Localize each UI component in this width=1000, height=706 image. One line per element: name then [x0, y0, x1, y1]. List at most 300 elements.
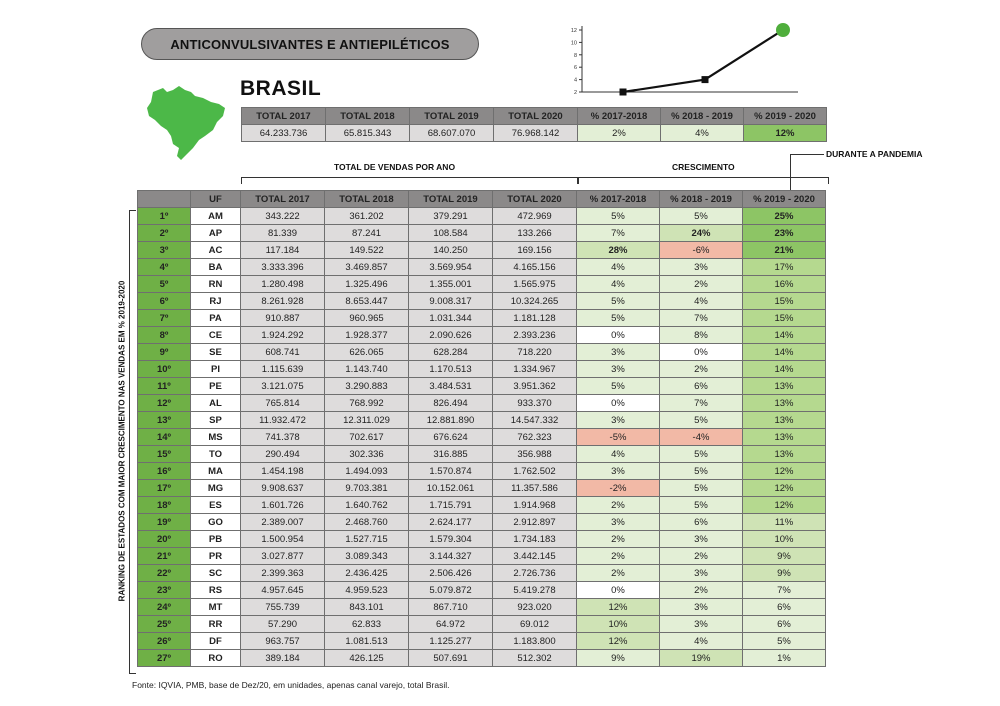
total-cell: 1.579.304 [409, 531, 493, 548]
total-cell: 9.908.637 [241, 480, 325, 497]
total-cell: 3.290.883 [325, 378, 409, 395]
total-cell: 4.957.645 [241, 582, 325, 599]
rank-cell: 13º [138, 412, 191, 429]
growth-cell: 3% [660, 259, 743, 276]
chart-y-tick-label: 10 [570, 40, 577, 47]
growth-cell: 4% [577, 446, 660, 463]
growth-cell: 14% [743, 327, 826, 344]
growth-cell: 2% [660, 548, 743, 565]
rank-cell: 12º [138, 395, 191, 412]
uf-cell: RN [191, 276, 241, 293]
table-row [138, 514, 826, 531]
table-row [138, 463, 826, 480]
total-cell: 1.601.726 [241, 497, 325, 514]
rank-cell: 2º [138, 225, 191, 242]
growth-cell: 12% [577, 599, 660, 616]
total-cell: 302.336 [325, 446, 409, 463]
growth-cell: -2% [577, 480, 660, 497]
total-cell: 512.302 [493, 650, 577, 667]
growth-cell: 3% [660, 565, 743, 582]
uf-cell: RO [191, 650, 241, 667]
total-cell: 768.992 [325, 395, 409, 412]
table-row [138, 446, 826, 463]
total-cell: 1.181.128 [493, 310, 577, 327]
rank-cell: 14º [138, 429, 191, 446]
pandemic-connector [790, 154, 824, 155]
table-row [138, 378, 826, 395]
table-row [138, 310, 826, 327]
table-row [138, 208, 826, 225]
total-cell: 8.261.928 [241, 293, 325, 310]
table-row [138, 361, 826, 378]
ranking-header-cell: % 2017-2018 [577, 191, 660, 208]
growth-cell: 1% [743, 650, 826, 667]
rank-cell: 25º [138, 616, 191, 633]
summary-header-cell: % 2017-2018 [578, 108, 661, 125]
total-cell: 1.565.975 [493, 276, 577, 293]
brazil-map-icon [145, 82, 229, 162]
growth-cell: 13% [743, 395, 826, 412]
summary-header-cell: % 2018 - 2019 [661, 108, 744, 125]
rank-cell: 8º [138, 327, 191, 344]
growth-cell: 24% [660, 225, 743, 242]
rank-cell: 15º [138, 446, 191, 463]
total-cell: 1.527.715 [325, 531, 409, 548]
summary-value-cell: 64.233.736 [242, 125, 326, 142]
ranking-header-row [138, 191, 826, 208]
total-cell: 702.617 [325, 429, 409, 446]
growth-cell: 4% [660, 293, 743, 310]
rank-cell: 9º [138, 344, 191, 361]
growth-cell: 5% [660, 446, 743, 463]
growth-cell: 9% [577, 650, 660, 667]
growth-cell: 0% [577, 582, 660, 599]
uf-cell: ES [191, 497, 241, 514]
growth-group-bracket [578, 177, 829, 184]
ranking-header-cell: TOTAL 2019 [409, 191, 493, 208]
total-cell: 1.500.954 [241, 531, 325, 548]
growth-cell: 21% [743, 242, 826, 259]
total-cell: 1.924.292 [241, 327, 325, 344]
total-cell: 3.144.327 [409, 548, 493, 565]
total-cell: 2.726.736 [493, 565, 577, 582]
ranking-header-cell: TOTAL 2017 [241, 191, 325, 208]
total-cell: 1.183.800 [493, 633, 577, 650]
rank-cell: 19º [138, 514, 191, 531]
uf-cell: PB [191, 531, 241, 548]
growth-cell: 2% [660, 582, 743, 599]
sales-group-label: TOTAL DE VENDAS POR ANO [334, 162, 456, 172]
growth-cell: 3% [577, 463, 660, 480]
growth-cell: 9% [743, 548, 826, 565]
growth-cell: 10% [577, 616, 660, 633]
growth-cell: 16% [743, 276, 826, 293]
total-cell: 1.914.968 [493, 497, 577, 514]
rank-cell: 22º [138, 565, 191, 582]
rank-cell: 20º [138, 531, 191, 548]
growth-cell: 2% [577, 531, 660, 548]
growth-cell: 2% [577, 565, 660, 582]
rank-cell: 6º [138, 293, 191, 310]
ranking-table [137, 190, 826, 667]
growth-cell: 7% [660, 395, 743, 412]
total-cell: 2.436.425 [325, 565, 409, 582]
total-cell: 1.143.740 [325, 361, 409, 378]
total-cell: 3.089.343 [325, 548, 409, 565]
summary-table [241, 107, 827, 142]
total-cell: 3.469.857 [325, 259, 409, 276]
table-row [138, 633, 826, 650]
growth-line-chart [562, 20, 802, 102]
table-row [138, 616, 826, 633]
page-title: ANTICONVULSIVANTES E ANTIEPILÉTICOS [141, 28, 479, 60]
uf-cell: SC [191, 565, 241, 582]
total-cell: 62.833 [325, 616, 409, 633]
total-cell: 9.703.381 [325, 480, 409, 497]
growth-cell: 17% [743, 259, 826, 276]
growth-cell: 3% [577, 514, 660, 531]
total-cell: 3.027.877 [241, 548, 325, 565]
growth-cell: 6% [660, 514, 743, 531]
total-cell: 1.081.513 [325, 633, 409, 650]
chart-y-tick-label: 2 [573, 90, 577, 96]
table-row [138, 565, 826, 582]
total-cell: 608.741 [241, 344, 325, 361]
total-cell: 3.442.145 [493, 548, 577, 565]
pandemic-connector-vertical [790, 154, 791, 190]
total-cell: 1.280.498 [241, 276, 325, 293]
table-row [138, 480, 826, 497]
total-cell: 2.624.177 [409, 514, 493, 531]
total-cell: 87.241 [325, 225, 409, 242]
total-cell: 5.079.872 [409, 582, 493, 599]
growth-cell: 3% [660, 599, 743, 616]
total-cell: 626.065 [325, 344, 409, 361]
ranking-side-label: RANKING DE ESTADOS COM MAIOR CRESCIMENTO NAS VENDAS EM % 2019-2020 [117, 280, 127, 602]
total-cell: 1.031.344 [409, 310, 493, 327]
total-cell: 741.378 [241, 429, 325, 446]
summary-value-cell: 2% [578, 125, 661, 142]
total-cell: 3.569.954 [409, 259, 493, 276]
growth-cell: 5% [660, 412, 743, 429]
growth-cell: 4% [577, 259, 660, 276]
table-row [138, 395, 826, 412]
total-cell: 426.125 [325, 650, 409, 667]
total-cell: 3.121.075 [241, 378, 325, 395]
chart-point [702, 76, 709, 83]
total-cell: 867.710 [409, 599, 493, 616]
table-row [138, 242, 826, 259]
total-cell: 108.584 [409, 225, 493, 242]
rank-cell: 16º [138, 463, 191, 480]
uf-cell: RR [191, 616, 241, 633]
uf-cell: GO [191, 514, 241, 531]
growth-cell: 5% [743, 633, 826, 650]
growth-cell: 5% [577, 378, 660, 395]
growth-cell: 5% [660, 497, 743, 514]
rank-cell: 10º [138, 361, 191, 378]
total-cell: 2.399.363 [241, 565, 325, 582]
total-cell: 1.928.377 [325, 327, 409, 344]
summary-header-cell: TOTAL 2018 [326, 108, 410, 125]
uf-cell: MT [191, 599, 241, 616]
total-cell: 1.715.791 [409, 497, 493, 514]
ranking-header-cell: TOTAL 2020 [493, 191, 577, 208]
total-cell: 11.357.586 [493, 480, 577, 497]
total-cell: 10.324.265 [493, 293, 577, 310]
total-cell: 1.125.277 [409, 633, 493, 650]
total-cell: 933.370 [493, 395, 577, 412]
ranking-brace [129, 210, 136, 674]
total-cell: 676.624 [409, 429, 493, 446]
table-row [138, 327, 826, 344]
table-row [138, 344, 826, 361]
chart-y-tick-label: 8 [573, 52, 577, 59]
rank-cell: 7º [138, 310, 191, 327]
ranking-header-cell: % 2018 - 2019 [660, 191, 743, 208]
uf-cell: RS [191, 582, 241, 599]
table-row [138, 599, 826, 616]
uf-cell: PE [191, 378, 241, 395]
growth-cell: 2% [660, 276, 743, 293]
sales-group-bracket [241, 177, 578, 184]
total-cell: 507.691 [409, 650, 493, 667]
growth-cell: 3% [660, 531, 743, 548]
rank-cell: 24º [138, 599, 191, 616]
summary-header-row [242, 108, 827, 125]
chart-y-tick-label: 4 [573, 77, 577, 84]
rank-cell: 1º [138, 208, 191, 225]
summary-value-cell: 4% [661, 125, 744, 142]
total-cell: 361.202 [325, 208, 409, 225]
growth-cell: 3% [577, 361, 660, 378]
ranking-header-cell: TOTAL 2018 [325, 191, 409, 208]
total-cell: 290.494 [241, 446, 325, 463]
summary-header-cell: TOTAL 2020 [494, 108, 578, 125]
total-cell: 1.115.639 [241, 361, 325, 378]
total-cell: 11.932.472 [241, 412, 325, 429]
uf-cell: RJ [191, 293, 241, 310]
table-row [138, 531, 826, 548]
total-cell: 1.762.502 [493, 463, 577, 480]
summary-value-cell: 76.968.142 [494, 125, 578, 142]
total-cell: 1.454.198 [241, 463, 325, 480]
growth-cell: 5% [577, 208, 660, 225]
total-cell: 1.734.183 [493, 531, 577, 548]
uf-cell: AC [191, 242, 241, 259]
total-cell: 2.912.897 [493, 514, 577, 531]
ranking-header-cell [138, 191, 191, 208]
growth-cell: 11% [743, 514, 826, 531]
uf-cell: BA [191, 259, 241, 276]
growth-cell: 3% [577, 344, 660, 361]
growth-cell: 0% [577, 327, 660, 344]
country-name: BRASIL [240, 77, 322, 100]
growth-cell: 13% [743, 412, 826, 429]
growth-cell: 8% [660, 327, 743, 344]
total-cell: 57.290 [241, 616, 325, 633]
total-cell: 8.653.447 [325, 293, 409, 310]
growth-cell: 2% [577, 497, 660, 514]
uf-cell: DF [191, 633, 241, 650]
total-cell: 133.266 [493, 225, 577, 242]
total-cell: 910.887 [241, 310, 325, 327]
summary-value-cell: 65.815.343 [326, 125, 410, 142]
rank-cell: 27º [138, 650, 191, 667]
summary-header-cell: TOTAL 2017 [242, 108, 326, 125]
rank-cell: 18º [138, 497, 191, 514]
uf-cell: PR [191, 548, 241, 565]
growth-cell: 14% [743, 361, 826, 378]
uf-cell: AP [191, 225, 241, 242]
growth-cell: 9% [743, 565, 826, 582]
growth-cell: 3% [660, 616, 743, 633]
total-cell: 826.494 [409, 395, 493, 412]
ranking-header-cell: UF [191, 191, 241, 208]
rank-cell: 26º [138, 633, 191, 650]
growth-cell: 3% [577, 412, 660, 429]
growth-group-label: CRESCIMENTO [672, 162, 735, 172]
growth-cell: 15% [743, 293, 826, 310]
uf-cell: SP [191, 412, 241, 429]
growth-cell: 5% [660, 480, 743, 497]
growth-cell: 0% [577, 395, 660, 412]
uf-cell: TO [191, 446, 241, 463]
total-cell: 3.484.531 [409, 378, 493, 395]
growth-cell: -6% [660, 242, 743, 259]
total-cell: 356.988 [493, 446, 577, 463]
growth-cell: 4% [660, 633, 743, 650]
total-cell: 117.184 [241, 242, 325, 259]
growth-cell: 5% [577, 310, 660, 327]
pandemic-label: DURANTE A PANDEMIA [826, 149, 923, 159]
total-cell: 4.165.156 [493, 259, 577, 276]
total-cell: 2.506.426 [409, 565, 493, 582]
total-cell: 316.885 [409, 446, 493, 463]
chart-y-tick-label: 6 [573, 65, 577, 72]
total-cell: 2.090.626 [409, 327, 493, 344]
total-cell: 1.325.496 [325, 276, 409, 293]
table-row [138, 650, 826, 667]
growth-cell: 2% [577, 548, 660, 565]
table-row [138, 497, 826, 514]
table-row [138, 412, 826, 429]
total-cell: 923.020 [493, 599, 577, 616]
growth-cell: 6% [743, 599, 826, 616]
growth-cell: 5% [660, 208, 743, 225]
growth-cell: 4% [577, 276, 660, 293]
growth-cell: 12% [743, 463, 826, 480]
total-cell: 4.959.523 [325, 582, 409, 599]
growth-cell: 19% [660, 650, 743, 667]
total-cell: 765.814 [241, 395, 325, 412]
chart-point [620, 89, 627, 96]
growth-cell: 7% [577, 225, 660, 242]
rank-cell: 3º [138, 242, 191, 259]
uf-cell: CE [191, 327, 241, 344]
total-cell: 14.547.332 [493, 412, 577, 429]
rank-cell: 21º [138, 548, 191, 565]
total-cell: 755.739 [241, 599, 325, 616]
growth-cell: 7% [660, 310, 743, 327]
table-row [138, 548, 826, 565]
rank-cell: 11º [138, 378, 191, 395]
total-cell: 2.468.760 [325, 514, 409, 531]
chart-y-tick-label: 12 [570, 28, 577, 34]
growth-cell: 7% [743, 582, 826, 599]
uf-cell: AL [191, 395, 241, 412]
rank-cell: 5º [138, 276, 191, 293]
uf-cell: MS [191, 429, 241, 446]
growth-cell: 14% [743, 344, 826, 361]
total-cell: 149.522 [325, 242, 409, 259]
source-note: Fonte: IQVIA, PMB, base de Dez/20, em unidades, apenas canal varejo, total Brasil. [132, 680, 450, 690]
total-cell: 762.323 [493, 429, 577, 446]
rank-cell: 23º [138, 582, 191, 599]
rank-cell: 4º [138, 259, 191, 276]
rank-cell: 17º [138, 480, 191, 497]
total-cell: 628.284 [409, 344, 493, 361]
total-cell: 1.570.874 [409, 463, 493, 480]
total-cell: 1.334.967 [493, 361, 577, 378]
total-cell: 10.152.061 [409, 480, 493, 497]
total-cell: 1.640.762 [325, 497, 409, 514]
chart-point [776, 23, 790, 37]
total-cell: 5.419.278 [493, 582, 577, 599]
table-row [138, 259, 826, 276]
growth-cell: 25% [743, 208, 826, 225]
growth-cell: 23% [743, 225, 826, 242]
uf-cell: MA [191, 463, 241, 480]
total-cell: 718.220 [493, 344, 577, 361]
table-row [138, 429, 826, 446]
total-cell: 389.184 [241, 650, 325, 667]
total-cell: 12.881.890 [409, 412, 493, 429]
growth-cell: 5% [577, 293, 660, 310]
growth-cell: 28% [577, 242, 660, 259]
total-cell: 1.170.513 [409, 361, 493, 378]
growth-cell: 12% [577, 633, 660, 650]
ranking-header-cell: % 2019 - 2020 [743, 191, 826, 208]
total-cell: 343.222 [241, 208, 325, 225]
total-cell: 69.012 [493, 616, 577, 633]
summary-value-cell: 12% [744, 125, 827, 142]
total-cell: 169.156 [493, 242, 577, 259]
total-cell: 81.339 [241, 225, 325, 242]
uf-cell: AM [191, 208, 241, 225]
table-row [138, 225, 826, 242]
total-cell: 3.333.396 [241, 259, 325, 276]
summary-header-cell: % 2019 - 2020 [744, 108, 827, 125]
total-cell: 3.951.362 [493, 378, 577, 395]
growth-cell: 5% [660, 463, 743, 480]
total-cell: 963.757 [241, 633, 325, 650]
total-cell: 472.969 [493, 208, 577, 225]
table-row [138, 293, 826, 310]
table-row [138, 276, 826, 293]
total-cell: 2.393.236 [493, 327, 577, 344]
growth-cell: 10% [743, 531, 826, 548]
uf-cell: PA [191, 310, 241, 327]
growth-cell: -5% [577, 429, 660, 446]
uf-cell: MG [191, 480, 241, 497]
growth-cell: -4% [660, 429, 743, 446]
growth-cell: 13% [743, 378, 826, 395]
uf-cell: PI [191, 361, 241, 378]
growth-cell: 15% [743, 310, 826, 327]
total-cell: 64.972 [409, 616, 493, 633]
total-cell: 1.494.093 [325, 463, 409, 480]
